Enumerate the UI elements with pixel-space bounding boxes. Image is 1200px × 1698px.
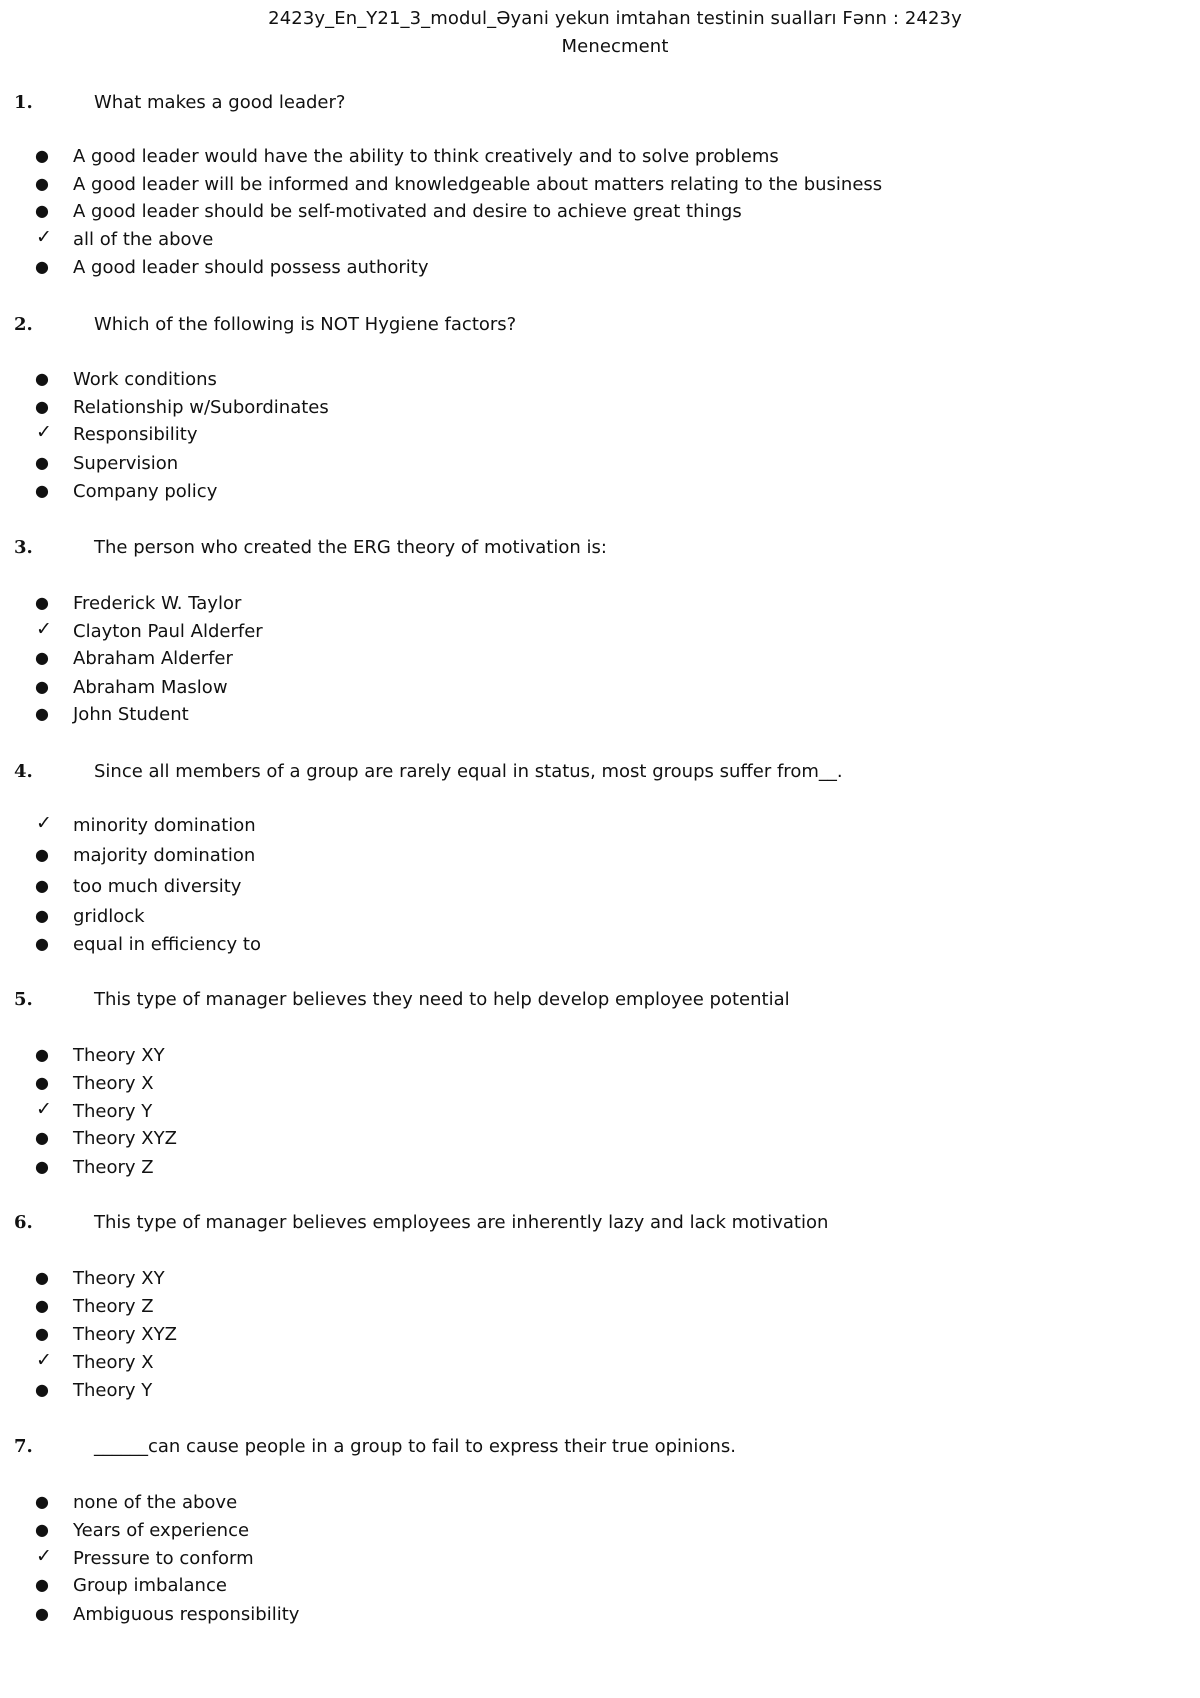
checkmark-icon: ✓	[36, 618, 52, 640]
question-number: 2.	[14, 314, 33, 335]
answer-option: Group imbalance	[73, 1575, 227, 1596]
question-text: Since all members of a group are rarely equal in status, most groups suffer from__.	[94, 761, 843, 782]
correct-answer-option: all of the above	[73, 229, 214, 250]
question-text: This type of manager believes employees are inherently lazy and lack motivation	[94, 1212, 829, 1233]
bullet-icon: ●	[35, 1296, 49, 1315]
bullet-icon: ●	[35, 174, 49, 193]
question-text: The person who created the ERG theory of motivation is:	[94, 537, 607, 558]
bullet-icon: ●	[35, 369, 49, 388]
answer-option: Company policy	[73, 481, 218, 502]
answer-option: Theory X	[73, 1073, 154, 1094]
question-number: 5.	[14, 989, 33, 1010]
correct-answer-option: Responsibility	[73, 424, 198, 445]
answer-option: A good leader should possess authority	[73, 257, 429, 278]
question-number: 4.	[14, 761, 33, 782]
question-text: What makes a good leader?	[94, 92, 346, 113]
answer-option: Supervision	[73, 453, 179, 474]
bullet-icon: ●	[35, 906, 49, 925]
answer-option: Relationship w/Subordinates	[73, 397, 329, 418]
answer-option: Ambiguous responsibility	[73, 1604, 300, 1625]
checkmark-icon: ✓	[36, 1098, 52, 1120]
bullet-icon: ●	[35, 1268, 49, 1287]
correct-answer-option: Theory Y	[73, 1101, 153, 1122]
bullet-icon: ●	[35, 201, 49, 220]
question-text: Which of the following is NOT Hygiene factors?	[94, 314, 517, 335]
correct-answer-option: Theory X	[73, 1352, 154, 1373]
correct-answer-option: Clayton Paul Alderfer	[73, 621, 263, 642]
bullet-icon: ●	[35, 1492, 49, 1511]
answer-option: A good leader will be informed and knowledgeable about matters relating to the business	[73, 174, 883, 195]
bullet-icon: ●	[35, 1575, 49, 1594]
question-number: 6.	[14, 1212, 33, 1233]
answer-option: Years of experience	[73, 1520, 250, 1541]
bullet-icon: ●	[35, 1324, 49, 1343]
answer-option: Theory XY	[73, 1045, 165, 1066]
answer-option: Theory Z	[73, 1157, 154, 1178]
bullet-icon: ●	[35, 397, 49, 416]
bullet-icon: ●	[35, 845, 49, 864]
bullet-icon: ●	[35, 934, 49, 953]
bullet-icon: ●	[35, 257, 49, 276]
bullet-icon: ●	[35, 1520, 49, 1539]
bullet-icon: ●	[35, 1157, 49, 1176]
bullet-icon: ●	[35, 453, 49, 472]
answer-option: equal in efficiency to	[73, 934, 261, 955]
answer-option: Theory XYZ	[73, 1324, 177, 1345]
answer-option: John Student	[73, 704, 189, 725]
question-text: This type of manager believes they need to help develop employee potential	[94, 989, 790, 1010]
answer-option: Theory Y	[73, 1380, 153, 1401]
answer-option: Frederick W. Taylor	[73, 593, 242, 614]
question-number: 7.	[14, 1436, 33, 1457]
bullet-icon: ●	[35, 648, 49, 667]
answer-option: Abraham Maslow	[73, 677, 228, 698]
question-number: 3.	[14, 537, 33, 558]
answer-option: Theory XY	[73, 1268, 165, 1289]
answer-option: A good leader would have the ability to think creatively and to solve problems	[73, 146, 779, 167]
answer-option: majority domination	[73, 845, 256, 866]
bullet-icon: ●	[35, 1073, 49, 1092]
answer-option: gridlock	[73, 906, 145, 927]
answer-option: Abraham Alderfer	[73, 648, 233, 669]
bullet-icon: ●	[35, 1045, 49, 1064]
document-subject: Menecment	[561, 36, 669, 57]
bullet-icon: ●	[35, 146, 49, 165]
checkmark-icon: ✓	[36, 226, 52, 248]
bullet-icon: ●	[35, 677, 49, 696]
bullet-icon: ●	[35, 1604, 49, 1623]
correct-answer-option: Pressure to conform	[73, 1548, 254, 1569]
correct-answer-option: minority domination	[73, 815, 256, 836]
answer-option: Theory XYZ	[73, 1128, 177, 1149]
checkmark-icon: ✓	[36, 1545, 52, 1567]
bullet-icon: ●	[35, 593, 49, 612]
bullet-icon: ●	[35, 1128, 49, 1147]
question-text: ______can cause people in a group to fail to express their true opinions.	[94, 1436, 736, 1457]
bullet-icon: ●	[35, 876, 49, 895]
checkmark-icon: ✓	[36, 812, 52, 834]
checkmark-icon: ✓	[36, 421, 52, 443]
answer-option: Work conditions	[73, 369, 217, 390]
question-number: 1.	[14, 92, 33, 113]
answer-option: too much diversity	[73, 876, 242, 897]
answer-option: Theory Z	[73, 1296, 154, 1317]
answer-option: A good leader should be self-motivated and desire to achieve great things	[73, 201, 742, 222]
bullet-icon: ●	[35, 704, 49, 723]
bullet-icon: ●	[35, 481, 49, 500]
checkmark-icon: ✓	[36, 1349, 52, 1371]
answer-option: none of the above	[73, 1492, 238, 1513]
bullet-icon: ●	[35, 1380, 49, 1399]
document-title: 2423y_En_Y21_3_modul_Əyani yekun imtahan testinin sualları Fənn : 2423y	[268, 8, 962, 29]
